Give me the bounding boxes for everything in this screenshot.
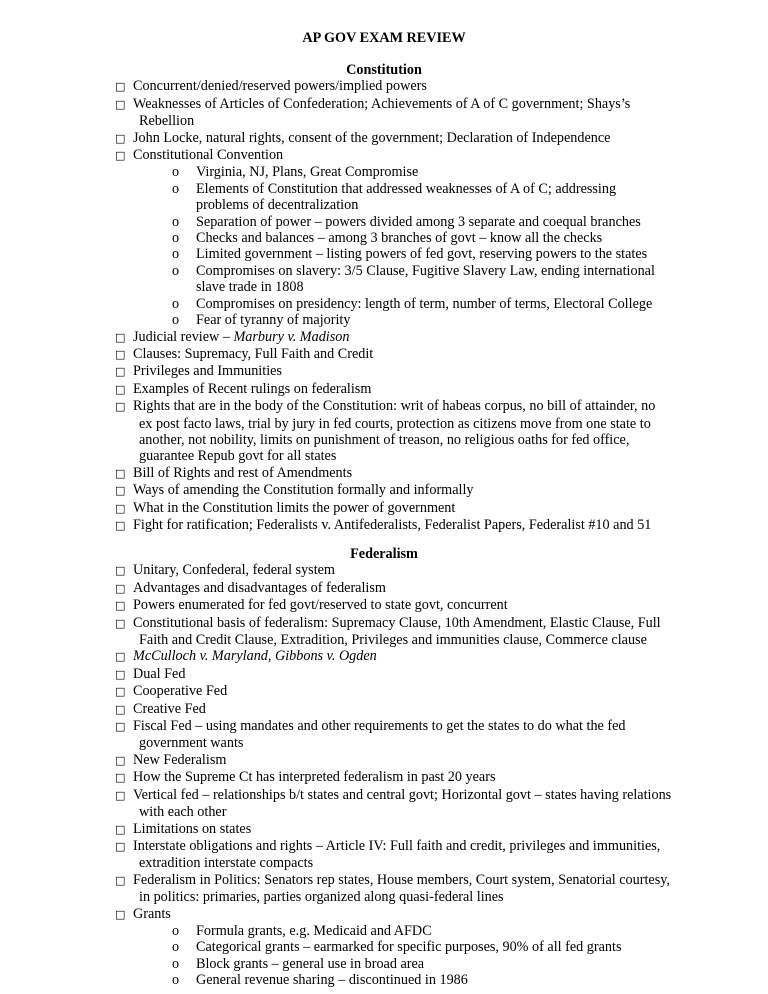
item-text: How the Supreme Ct has interpreted federalism in past 20 years: [133, 769, 496, 786]
item-text: Judicial review –: [133, 328, 234, 345]
item-text: Fight for ratification; Federalists v. Antifederalists, Federalist Papers, Federalist #10 and 51: [133, 516, 652, 533]
bullet-icon: □: [115, 873, 126, 887]
item-text: Weaknesses of Articles of Confederation; Achievements of A of C government; Shays’s Rebellion: [133, 95, 631, 130]
list-item: [0, 346, 768, 363]
item-text: Concurrent/denied/reserved powers/implied powers: [133, 78, 427, 95]
item-text: Creative Fed: [133, 700, 206, 717]
list-item: [0, 648, 768, 665]
item-text: Constitutional Convention: [133, 147, 284, 164]
list-item: [0, 562, 768, 579]
list-item: [0, 666, 768, 683]
item-italic-text: Marbury v. Madison: [233, 328, 350, 345]
list-item: [0, 500, 768, 517]
list-item: [0, 838, 768, 872]
sub-bullet-icon: o: [172, 312, 180, 329]
sub-bullet-icon: o: [172, 295, 180, 312]
list-item: [0, 701, 768, 718]
bullet-icon: □: [115, 771, 126, 785]
sub-item-text: General revenue sharing – discontinued in 1986: [196, 972, 468, 989]
sub-item-text: Categorical grants – earmarked for specific purposes, 90% of all fed grants: [196, 939, 622, 956]
bullet-icon: □: [115, 518, 126, 532]
sub-bullet-icon: o: [172, 180, 180, 197]
bullet-icon: □: [115, 581, 126, 595]
sub-item-text: Separation of power – powers divided among 3 separate and coequal branches: [196, 213, 641, 230]
sub-item-text: Limited government – listing powers of fed govt, reserving powers to the states: [196, 246, 648, 263]
item-italic-text: McCulloch v. Maryland, Gibbons v. Ogden: [133, 648, 377, 665]
item-text: John Locke, natural rights, consent of the government; Declaration of Independence: [133, 129, 611, 146]
sub-bullet-icon: o: [172, 246, 180, 263]
bullet-icon: □: [115, 382, 126, 396]
list-item: [0, 482, 768, 499]
list-item: [0, 872, 768, 906]
bullet-icon: □: [115, 650, 126, 664]
item-text: What in the Constitution limits the power of government: [133, 499, 456, 516]
bullet-icon: □: [115, 330, 126, 344]
bullet-icon: □: [115, 400, 126, 414]
list-item: [0, 130, 768, 147]
bullet-icon: □: [115, 685, 126, 699]
section-heading: Federalism: [350, 546, 418, 562]
item-text: Constitutional basis of federalism: Supremacy Clause, 10th Amendment, Elastic Clause, Full Faith and Credit Clause, Extradition, Privileges and immunities clause, Commerce clause: [133, 614, 661, 649]
list-item: [0, 381, 768, 398]
item-text: Privileges and Immunities: [133, 363, 282, 380]
list-item: [0, 821, 768, 838]
sub-list-item: [0, 181, 768, 214]
bullet-icon: □: [115, 753, 126, 767]
sub-bullet-icon: o: [172, 213, 180, 230]
section-federalism: [0, 546, 768, 989]
sub-list-item: [0, 246, 768, 262]
bullet-icon: □: [115, 484, 126, 498]
sub-list-item: [0, 939, 768, 955]
bullet-icon: □: [115, 564, 126, 578]
bullet-icon: □: [115, 501, 126, 515]
list-item: [0, 363, 768, 380]
bullet-icon: □: [115, 466, 126, 480]
list-item: [0, 517, 768, 534]
sub-list-item: [0, 972, 768, 988]
bullet-icon: □: [115, 839, 126, 853]
item-text: Rights that are in the body of the Constitution: writ of habeas corpus, no bill of attainder, no ex post facto laws, trial by jury in fed courts, protection as citizens move from one state to another, not nobility, limits on punishment of treason, no religious oaths for fed office, guarantee Repub govt for all states: [133, 398, 656, 465]
bullet-icon: □: [115, 788, 126, 802]
sub-item-text: Checks and balances – among 3 branches of govt – know all the checks: [196, 230, 603, 247]
bullet-icon: □: [115, 347, 126, 361]
list-item: [0, 329, 768, 346]
sub-bullet-icon: o: [172, 164, 180, 181]
item-text: Dual Fed: [133, 665, 186, 682]
bullet-icon: □: [115, 365, 126, 379]
sub-list-item: [0, 263, 768, 296]
page-title: AP GOV EXAM REVIEW: [302, 30, 466, 46]
item-text: Examples of Recent rulings on federalism: [133, 380, 372, 397]
bullet-icon: □: [115, 80, 126, 94]
item-text: Advantages and disadvantages of federalism: [133, 579, 386, 596]
sub-list-item: [0, 214, 768, 230]
list-item: [0, 787, 768, 821]
bullet-icon: □: [115, 149, 126, 163]
sub-bullet-icon: o: [172, 955, 180, 972]
sub-list-item: [0, 956, 768, 972]
list-item: [0, 580, 768, 597]
list-item: [0, 465, 768, 482]
list-item: [0, 683, 768, 700]
sub-bullet-icon: o: [172, 922, 180, 939]
sub-list-item: [0, 164, 768, 180]
item-text: Interstate obligations and rights – Article IV: Full faith and credit, privileges and immunities, extradition interstate compacts: [133, 837, 661, 872]
bullet-icon: □: [115, 907, 126, 921]
item-text: Clauses: Supremacy, Full Faith and Credit: [133, 345, 374, 362]
bullet-icon: □: [115, 97, 126, 111]
sub-bullet-icon: o: [172, 939, 180, 956]
sub-list-item: [0, 312, 768, 328]
bullet-icon: □: [115, 131, 126, 145]
section-constitution: [0, 62, 768, 534]
item-text: Bill of Rights and rest of Amendments: [133, 464, 353, 481]
sub-bullet-icon: o: [172, 972, 180, 989]
sub-item-text: Formula grants, e.g. Medicaid and AFDC: [196, 922, 432, 939]
federalism-list: [0, 562, 768, 988]
sub-list-item: [0, 230, 768, 246]
sub-item-text: Fear of tyranny of majority: [196, 312, 351, 329]
list-item: [0, 769, 768, 786]
sub-list-item: [0, 296, 768, 312]
sub-bullet-icon: o: [172, 262, 180, 279]
bullet-icon: □: [115, 616, 126, 630]
sub-item-text: Compromises on presidency: length of term, number of terms, Electoral College: [196, 295, 653, 312]
sub-item-text: Elements of Constitution that addressed weaknesses of A of C; addressing problems of decentralization: [196, 180, 617, 214]
list-item: [0, 615, 768, 649]
item-text: Federalism in Politics: Senators rep states, House members, Court system, Senatorial courtesy, in politics: primaries, parties organized along quasi-federal lines: [133, 871, 670, 906]
list-item: [0, 147, 768, 164]
item-text: Powers enumerated for fed govt/reserved to state govt, concurrent: [133, 597, 508, 614]
sub-item-text: Virginia, NJ, Plans, Great Compromise: [196, 164, 419, 181]
item-text: Vertical fed – relationships b/t states and central govt; Horizontal govt – states having relations with each other: [133, 786, 672, 821]
item-text: Ways of amending the Constitution formally and informally: [133, 482, 474, 499]
constitution-list: [0, 78, 768, 534]
sub-list-item: [0, 923, 768, 939]
bullet-icon: □: [115, 667, 126, 681]
list-item: [0, 96, 768, 130]
item-text: Grants: [133, 905, 171, 922]
item-text: Fiscal Fed – using mandates and other requirements to get the states to do what the fed government wants: [133, 718, 626, 752]
list-item: [0, 752, 768, 769]
item-text: Unitary, Confederal, federal system: [133, 562, 335, 579]
list-item: [0, 398, 768, 465]
section-heading: Constitution: [346, 62, 422, 78]
item-text: Limitations on states: [133, 820, 252, 837]
list-item: [0, 718, 768, 752]
list-item: [0, 597, 768, 614]
sub-item-text: Compromises on slavery: 3/5 Clause, Fugitive Slavery Law, ending international slave trade in 1808: [196, 262, 655, 296]
sub-bullet-icon: o: [172, 230, 180, 247]
bullet-icon: □: [115, 599, 126, 613]
list-item: [0, 78, 768, 95]
bullet-icon: □: [115, 702, 126, 716]
item-text: New Federalism: [133, 751, 227, 768]
sub-item-text: Block grants – general use in broad area: [196, 955, 425, 972]
list-item: [0, 906, 768, 923]
item-text: Cooperative Fed: [133, 683, 228, 700]
bullet-icon: □: [115, 720, 126, 734]
bullet-icon: □: [115, 822, 126, 836]
